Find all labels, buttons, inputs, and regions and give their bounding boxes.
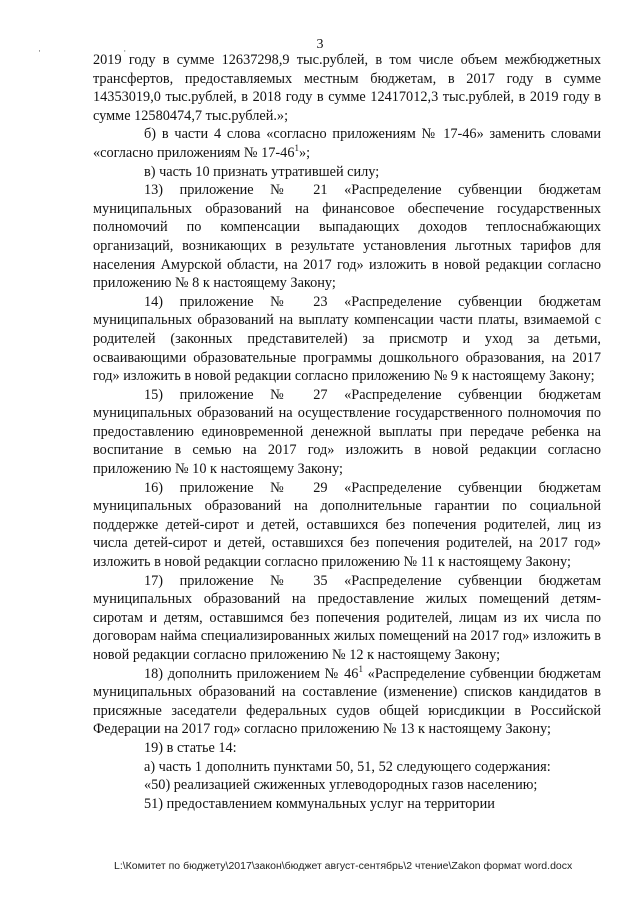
paragraph-19a: а) часть 1 дополнить пунктами 50, 51, 52 следующего содержания: <box>144 758 551 775</box>
paragraph-51: 51) предоставлением коммунальных услуг на территории <box>144 795 495 812</box>
superscript: 1 <box>358 663 363 674</box>
paragraph-v: в) часть 10 признать утратившей силу; <box>144 163 380 180</box>
paragraph-continuation: 2019 году в сумме 12637298,9 тыс.рублей, в том числе объем межбюджетных трансфертов, предоставляемых местным бюджетам, в 2017 году в сумме 14353019,0 тыс.рублей, в 2018 году в сумме 12417012,3 тыс.рублей, в 2019 году в сумме 12580474,7 тыс.рублей.»; <box>93 52 601 124</box>
paragraph-13: 13) приложение № 21 «Распределение субвенции бюджетам муниципальных образований на финансовое обеспечение государственных полномочий по компенсации выпадающих доходов теплоснабжающих организаций, возникающих в результате установления льготных тарифов для населения Амурской области, на 2017 год» изложить в новой редакции согласно приложению № 8 к настоящему Закону; <box>93 182 601 292</box>
paragraph-15: 15) приложение № 27 «Распределение субвенции бюджетам муниципальных образований на осуществление государственного полномочия по предоставлению единовременной денежной выплаты при передаче ребенка на воспитание в семью на 2017 год» изложить в новой редакции согласно приложению № 10 к настоящему Закону; <box>93 386 601 478</box>
paragraph-14: 14) приложение № 23 «Распределение субвенции бюджетам муниципальных образований на выплату компенсации части платы, взимаемой с родителей (законных представителей) за присмотр и уход за детьми, осваивающими образовательные программы дошкольного образования, на 2017 год» изложить в новой редакции согласно приложению № 9 к настоящему Закону; <box>93 293 601 385</box>
superscript: 1 <box>294 143 299 154</box>
paragraph-19: 19) в статье 14: <box>144 739 237 756</box>
page-number: 3 <box>316 37 324 52</box>
paragraph-17: 17) приложение № 35 «Распределение субвенции бюджетам муниципальных образований на предоставление жилых помещений детям-сиротам и детям, оставшимся без попечения родителей, лицам из их числа по договорам найма специализированных жилых помещений на 2017 год» изложить в новой редакции согласно приложению № 12 к настоящему Закону; <box>93 572 601 663</box>
paragraph-50: «50) реализацией сжиженных углеводородных газов населению; <box>144 777 538 794</box>
paragraph-18: 18) дополнить приложением № $46^1$ «Распределение субвенции бюджетам муниципальных образований на составление (изменение) списков кандидатов в присяжные заседатели федеральных судов общей юрисдикции в Российской Федерации на 2017 год» согласно приложению № 13 к настоящему Закону; <box>93 663 601 738</box>
margin-marks: · · <box>38 46 167 56</box>
document-body <box>93 51 601 813</box>
paragraph-16: 16) приложение № 29 «Распределение субвенции бюджетам муниципальных образований на дополнительные гарантии по социальной поддержке детей-сирот и детей, оставшихся без попечения родителей, лиц из числа детей-сирот и детей, оставшихся без попечения родителей, на 2017 год» изложить в новой редакции согласно приложению № 11 к настоящему Закону; <box>93 479 601 571</box>
paragraph-b: б) в части 4 слова «согласно приложениям № 17-46» заменить словами «согласно приложениям № $17-46^1$»; <box>93 126 601 161</box>
file-path-footer: L:\Комитет по бюджету\2017\закон\бюджет август-сентябрь\2 чтение\Zakon формат word.docx <box>114 860 573 872</box>
